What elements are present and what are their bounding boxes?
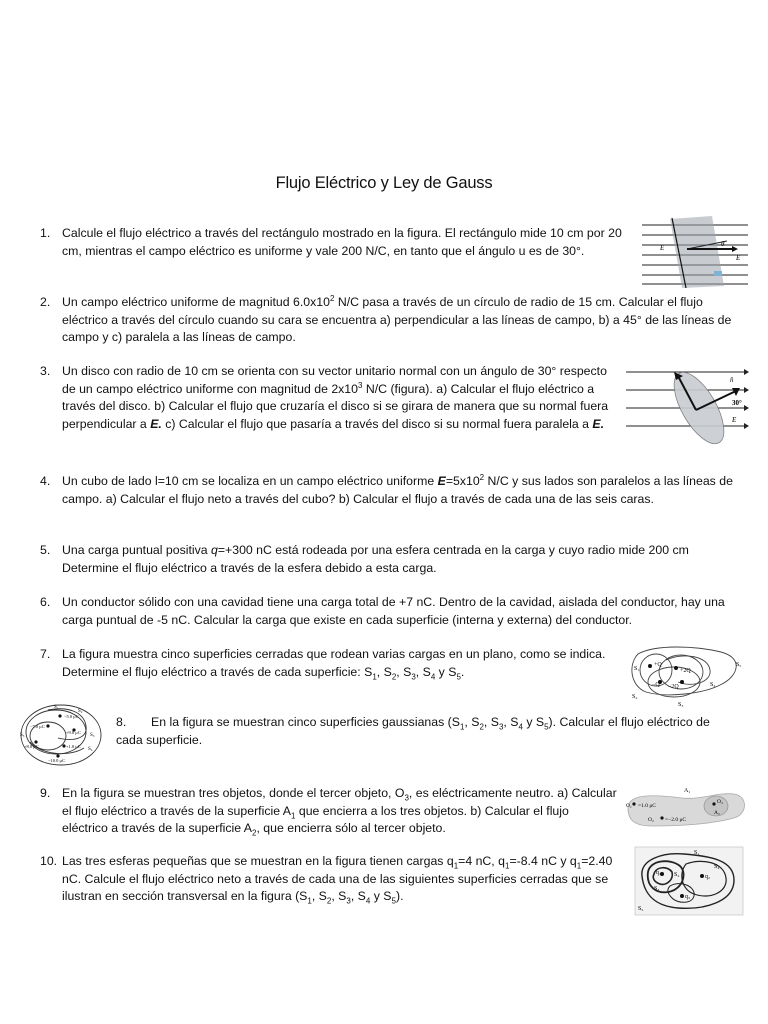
problem-9 xyxy=(40,785,620,839)
figure-three-objects xyxy=(622,784,750,832)
figure-label: A₁ xyxy=(684,788,691,794)
figure-label: S₃ xyxy=(90,733,95,738)
figure-label: +2Q xyxy=(680,668,691,674)
figure-three-spheres xyxy=(634,846,744,916)
figure-label: S₄ xyxy=(710,682,716,688)
figure-label: E xyxy=(660,244,665,252)
problem-text: Las tres esferas pequeñas que se muestran en la figura tienen cargas $q_1=4$ nC, $q_1=-8.4$ nC y $q_1=2.40$ nC. Calcule el flujo eléctrico neto a través de cada una de las siguientes superficies cerradas que se ilustran en sección transversal en la figura ($S_1$, $S_2$, $S_3$, $S_4$ y $S_5$). xyxy=(62,854,613,906)
figure-label: −5.0 μC xyxy=(64,714,79,719)
figure-label: S₁ xyxy=(634,666,640,672)
figure-label: −2Q xyxy=(668,684,679,690)
figure-five-surfaces-plane xyxy=(626,642,756,710)
problem-number: 10. xyxy=(40,854,58,868)
figure-label: −Q xyxy=(652,682,660,688)
problem-text: La figura muestra cinco superficies cerradas que rodean varias cargas en un plano, como se indica. Determine el flujo eléctrico a través de cada superficie: $S_1$, $S_2$, $S_3$, $S_4$ y $S_5$. xyxy=(62,647,606,682)
figure-rectangle-field xyxy=(642,216,750,288)
problem-6 xyxy=(40,594,740,630)
figure-label: q₁ xyxy=(656,870,662,876)
problem-text: Un campo eléctrico uniforme de magnitud $6.0x10^2$ N/C pasa a través de un círculo de radio de 15 cm. Calcular el flujo eléctrico a través del círculo cuando su cara se encuentra a) perpendicular a las líneas de campo, b) a 45° de las líneas de campo y c) paralela a las líneas de campo. xyxy=(62,293,732,345)
problem-text: En la figura se muestran tres objetos, donde el tercer objeto, $O_3$, es eléctricamente neutro. a) Calcular el flujo eléctrico a través de la superficie $A_1$ que encierra a los tres objetos. b) Calcular el flujo eléctrico a través de la superficie $A_2$, que encierra sólo al tercer objeto. xyxy=(62,786,617,838)
figure-label: S₁ xyxy=(694,850,700,856)
figure-label: −10.0 μC xyxy=(48,758,65,763)
problem-number: 3. xyxy=(40,364,51,378)
problem-text: Un disco con radio de 10 cm se orienta con su vector unitario normal con un ángulo de 30° respecto de un campo eléctrico uniforme con magnitud de $2x10^3$ N/C (figura). a) Calcular el flujo eléctrico a través del disco. b) Calcular el flujo que cruzaría el disco si se girara de manera que su normal fuera perpendicular a E. c) Calcular el flujo que pasaría a través del disco si su normal fuera paralela a E. xyxy=(62,364,609,431)
page-title: Flujo Eléctrico y Ley de Gauss xyxy=(275,174,493,192)
problem-2 xyxy=(40,294,740,348)
problem-text: En la figura se muestran cinco superficies gaussianas ($S_1$, $S_2$, $S_3$, $S_4$ y $S_5$). Calcular el flujo eléctrico de cada superficie. xyxy=(116,715,710,747)
problem-number: 7. xyxy=(40,647,51,661)
figure-label: S₄ xyxy=(88,747,93,752)
figure-label: +8.0 μC xyxy=(24,744,39,749)
figure-label: S₂ xyxy=(674,872,680,878)
figure-label: =1.0 μC xyxy=(638,803,656,809)
problem-number: 6. xyxy=(40,595,51,609)
figure-label: −7.0 μC xyxy=(30,724,45,729)
figure-label: θ xyxy=(721,240,725,248)
problem-number: 8. xyxy=(116,715,127,729)
figure-label: O₃ xyxy=(717,799,723,805)
figure-label: q₃ xyxy=(685,894,691,900)
figure-label: n̂ xyxy=(730,376,734,384)
figure-label: 30° xyxy=(732,399,742,407)
figure-label: S₁ xyxy=(54,705,59,710)
figure-label: q₂ xyxy=(705,874,711,880)
problem-number: 9. xyxy=(40,786,51,800)
problem-10 xyxy=(40,853,630,907)
figure-label: S₄ xyxy=(714,864,720,870)
figure-gaussian-surfaces xyxy=(18,702,104,768)
problem-number: 2. xyxy=(40,295,51,309)
problem-7 xyxy=(40,646,630,682)
figure-label: +Q xyxy=(654,662,662,668)
figure-label: O₂ xyxy=(648,817,654,823)
figure-label: S₃ xyxy=(654,886,660,892)
problem-4 xyxy=(40,473,740,527)
problem-1 xyxy=(40,225,640,279)
figure-label: S₅ xyxy=(20,733,25,738)
problem-text: Un cubo de lado l=10 cm se localiza en un campo eléctrico uniforme $E=5x10^2$ N/C y sus lados son paralelos a las líneas de campo. a) Calcular el flujo neto a través del cubo? b) Calcular el flujo a través de cada una de las seis caras. xyxy=(62,472,733,506)
figure-label: S₃ xyxy=(678,702,684,708)
figure-label: +1.0 μC xyxy=(66,744,81,749)
figure-label: A₂ xyxy=(714,810,720,816)
figure-label: E xyxy=(732,416,737,424)
problem-text: Calcule el flujo eléctrico a través del rectángulo mostrado en la figura. El rectángulo mide 10 cm por 20 cm, mientras el campo eléctrico es uniforme y vale 200 N/C, en tanto que el ángulo u es de 30°. xyxy=(62,226,622,258)
problem-text: Un conductor sólido con una cavidad tiene una carga total de +7 nC. Dentro de la cavidad, aislada del conductor, hay una carga puntual de -5 nC. Calcular la carga que existe en cada superficie (interna y externa) del conductor. xyxy=(62,595,725,627)
figure-label: E xyxy=(736,254,741,262)
problem-8 xyxy=(116,714,736,750)
problem-5 xyxy=(40,542,740,578)
problem-number: 5. xyxy=(40,543,51,557)
figure-label: S₅ xyxy=(736,662,742,668)
figure-disk-field xyxy=(626,360,750,452)
figure-label: =−2.0 μC xyxy=(665,817,687,823)
figure-label: O₁ xyxy=(626,803,632,809)
figure-label: S₂ xyxy=(632,694,638,700)
figure-label: S₅ xyxy=(638,906,644,912)
figure-label: +9.0 μC xyxy=(66,730,81,735)
problem-3 xyxy=(40,363,620,453)
figure-label: S₂ xyxy=(78,709,83,714)
problem-number: 4. xyxy=(40,474,51,488)
problem-text: Una carga puntual positiva q=+300 nC está rodeada por una esfera centrada en la carga y cuyo radio mide 200 cm Determine el flujo eléctrico a través de la esfera debido a esta carga. xyxy=(62,543,689,575)
problem-number: 1. xyxy=(40,226,51,240)
